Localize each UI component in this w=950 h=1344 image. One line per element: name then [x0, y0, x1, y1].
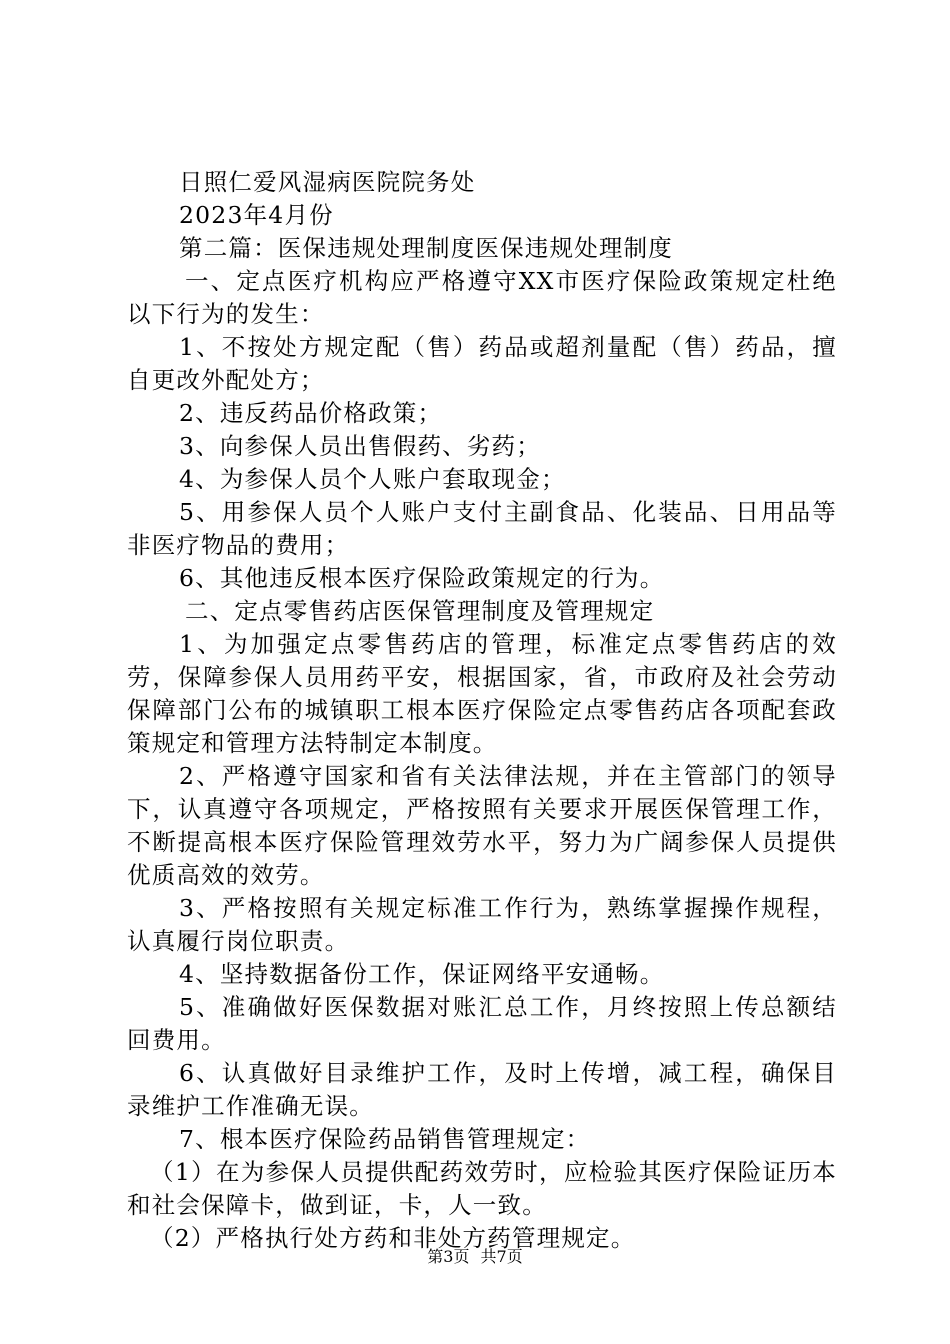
paragraph: 1、不按处方规定配（售）药品或超剂量配（售）药品，擅自更改外配处方； [127, 333, 837, 394]
paragraph: 4、为参保人员个人账户套取现金； [179, 465, 566, 493]
paragraph: 6、认真做好目录维护工作，及时上传增，减工程，确保目录维护工作准确无误。 [127, 1059, 837, 1120]
paragraph: 7、根本医疗保险药品销售管理规定： [179, 1125, 591, 1153]
paragraph: 第二篇：医保违规处理制度医保违规处理制度 [179, 234, 673, 262]
paragraph: （2）严格执行处方药和非处方药管理规定。 [150, 1224, 636, 1252]
page-footer [0, 1244, 950, 1267]
paragraph: 1、为加强定点零售药店的管理，标准定点零售药店的效劳，保障参保人员用药平安，根据国家，省，市政府及社会劳动保障部门公布的城镇职工根本医疗保险定点零售药店各项配套政策规定和管理方法特制定本制度。 [127, 630, 837, 757]
paragraph: 日照仁爱风湿病医院院务处 [179, 168, 476, 196]
page-total: 共7页 [480, 1247, 523, 1266]
paragraph: 二、定点零售药店医保管理制度及管理规定 [185, 597, 655, 625]
paragraph: 5、准确做好医保数据对账汇总工作，月终按照上传总额结回费用。 [127, 993, 837, 1054]
paragraph: 2023年4月份 [179, 201, 334, 229]
paragraph: 6、其他违反根本医疗保险政策规定的行为。 [179, 564, 665, 592]
document-body [127, 166, 837, 1255]
paragraph: （1）在为参保人员提供配药效劳时，应检验其医疗保险证历本和社会保障卡，做到证，卡，人一致。 [127, 1158, 837, 1219]
paragraph: 3、向参保人员出售假药、劣药； [179, 432, 541, 460]
paragraph: 一、定点医疗机构应严格遵守XX市医疗保险政策规定杜绝以下行为的发生： [127, 267, 837, 328]
page-number: 第3页 [427, 1247, 470, 1266]
paragraph: 3、严格按照有关规定标准工作行为，熟练掌握操作规程，认真履行岗位职责。 [127, 894, 837, 955]
paragraph: 5、用参保人员个人账户支付主副食品、化装品、日用品等非医疗物品的费用； [127, 498, 837, 559]
paragraph: 4、坚持数据备份工作，保证网络平安通畅。 [179, 960, 665, 988]
paragraph: 2、严格遵守国家和省有关法律法规，并在主管部门的领导下，认真遵守各项规定，严格按照有关要求开展医保管理工作，不断提高根本医疗保险管理效劳水平，努力为广阔参保人员提供优质高效的效劳。 [127, 762, 837, 889]
paragraph: 2、违反药品价格政策； [179, 399, 443, 427]
